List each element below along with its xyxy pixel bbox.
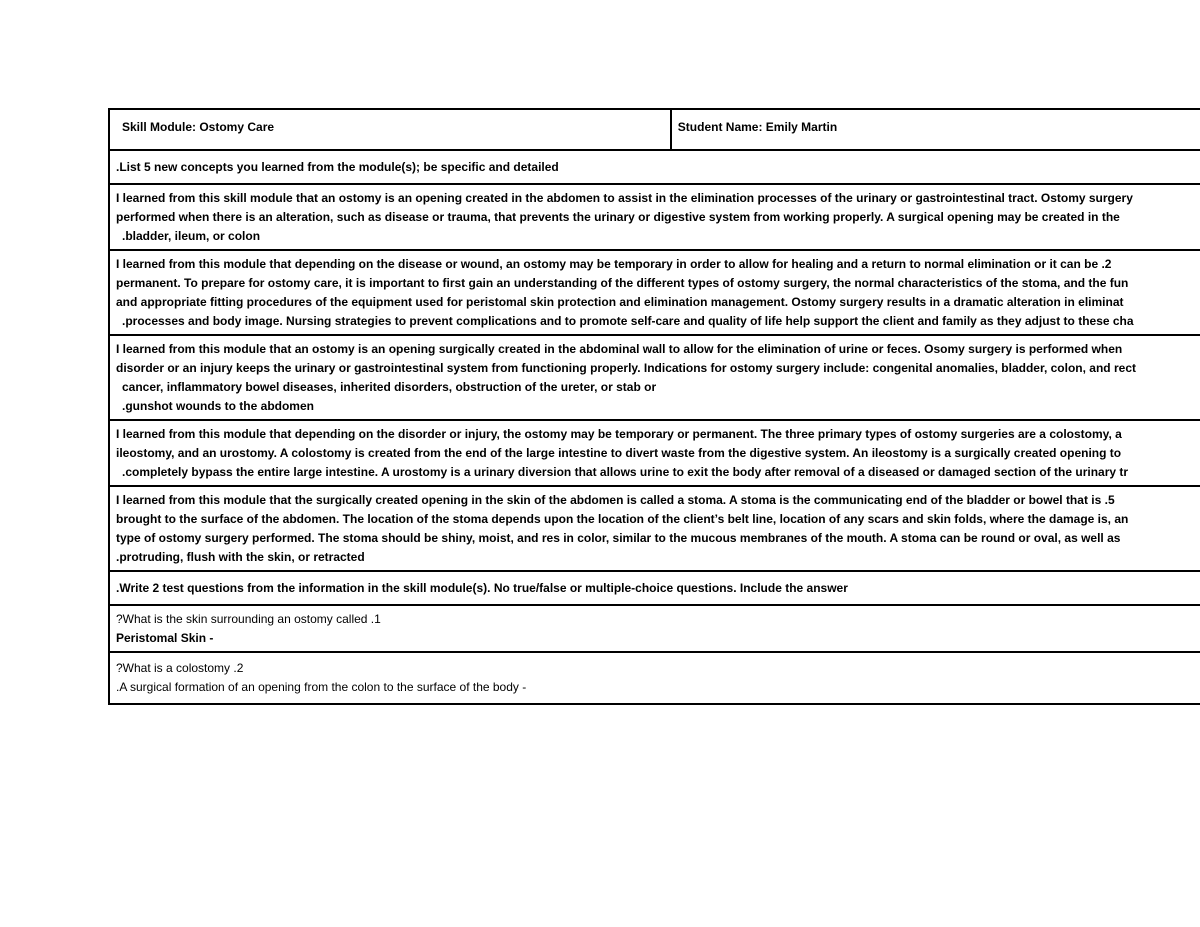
- concept-4-line-3: .completely bypass the entire large intestine. A urostomy is a urinary diversion that allows urine to exit the body after removal of a diseased or damaged section of the urinary tr: [122, 465, 1129, 479]
- concept-3-line-1: I learned from this module that an ostomy is an opening surgically created in the abdominal wall to allow for the elimination of urine or feces. Osomy surgery is performed when: [116, 342, 1123, 356]
- skill-module-title: Skill Module: Ostomy Care: [109, 109, 671, 150]
- concept-1-line-3: .bladder, ileum, or colon: [122, 229, 261, 243]
- student-name: Student Name: Emily Martin: [671, 109, 1200, 150]
- concept-row-5: [109, 486, 1200, 571]
- concept-5-line-3: type of ostomy surgery performed. The stoma should be shiny, moist, and res in color, similar to the mucous membranes of the mouth. A stoma can be round or oval, as well as: [116, 531, 1121, 545]
- concept-3-line-4: .gunshot wounds to the abdomen: [122, 399, 314, 413]
- concept-1-line-1: I learned from this skill module that an ostomy is an opening created in the abdomen to assist in the elimination processes of the urinary or gastrointestinal tract. Ostomy surgery: [116, 191, 1133, 205]
- concept-row-4: [109, 420, 1200, 486]
- concept-row-1: [109, 184, 1200, 250]
- concept-1-line-2: performed when there is an alteration, such as disease or trauma, that prevents the urinary or digestive system from working properly. A surgical opening may be created in the: [116, 210, 1120, 224]
- question-1-answer: Peristomal Skin -: [116, 631, 214, 645]
- question-2-answer: .A surgical formation of an opening from the colon to the surface of the body -: [116, 680, 527, 694]
- concept-1: [109, 184, 1200, 250]
- question-row-1: [109, 605, 1200, 652]
- question-1: [109, 605, 1200, 652]
- concept-5-line-1: I learned from this module that the surgically created opening in the skin of the abdomen is called a stoma. A stoma is the communicating end of the bladder or bowel that is .5: [116, 493, 1115, 507]
- ostomy-skill-module-sheet: [108, 108, 1200, 705]
- section2-prompt-row: [109, 571, 1200, 605]
- question-2: [109, 652, 1200, 704]
- concept-5-line-4: .protruding, flush with the skin, or retracted: [116, 550, 365, 564]
- concept-2-line-2: permanent. To prepare for ostomy care, it is important to first gain an understanding of the different types of ostomy surgery, the normal characteristics of the stoma, and the fun: [116, 276, 1129, 290]
- concept-2-line-1: I learned from this module that depending on the disease or wound, an ostomy may be temporary in order to allow for healing and a return to normal elimination or it can be .2: [116, 257, 1112, 271]
- concept-2-line-3: and appropriate fitting procedures of the equipment used for peristomal skin protection and elimination management. Ostomy surgery results in a dramatic alteration in eliminat: [116, 295, 1124, 309]
- question-2-text: ?What is a colostomy .2: [116, 661, 244, 675]
- concept-3: [109, 335, 1200, 420]
- concept-4-line-1: I learned from this module that depending on the disorder or injury, the ostomy may be temporary or permanent. The three primary types of ostomy surgeries are a colostomy, a: [116, 427, 1122, 441]
- header-row: [109, 109, 1200, 150]
- section2-prompt: .Write 2 test questions from the information in the skill module(s). No true/false or multiple-choice questions. Include the answer: [109, 571, 1200, 605]
- concept-2: [109, 250, 1200, 335]
- concept-3-line-2: disorder or an injury keeps the urinary or gastrointestinal system from functioning properly. Indications for ostomy surgery include: congenital anomalies, bladder, colon, and rect: [116, 361, 1136, 375]
- concept-5-line-2: brought to the surface of the abdomen. The location of the stoma depends upon the location of the client’s belt line, location of any scars and skin folds, where the damage is, an: [116, 512, 1129, 526]
- concept-4-line-2: ileostomy, and an urostomy. A colostomy is created from the end of the large intestine to divert waste from the digestive system. An ileostomy is a surgically created opening to: [116, 446, 1122, 460]
- question-1-text: ?What is the skin surrounding an ostomy called .1: [116, 612, 381, 626]
- skill-module-table: [108, 108, 1200, 705]
- concept-3-line-3: cancer, inflammatory bowel diseases, inherited disorders, obstruction of the ureter, or stab or: [122, 380, 657, 394]
- concept-5: [109, 486, 1200, 571]
- concept-2-line-4: .processes and body image. Nursing strategies to prevent complications and to promote self-care and quality of life help support the client and family as they adjust to these cha: [122, 314, 1134, 328]
- question-row-2: [109, 652, 1200, 704]
- concept-row-2: [109, 250, 1200, 335]
- concept-4: [109, 420, 1200, 486]
- concept-row-3: [109, 335, 1200, 420]
- section1-prompt: .List 5 new concepts you learned from the module(s); be specific and detailed: [109, 150, 1200, 184]
- section1-prompt-row: [109, 150, 1200, 184]
